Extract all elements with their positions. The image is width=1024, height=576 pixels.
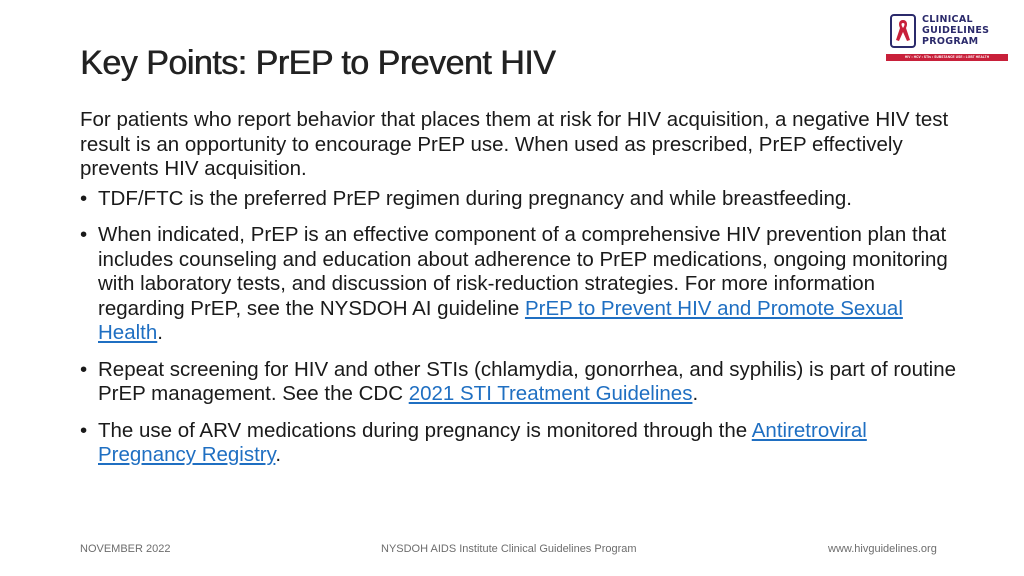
point-text: TDF/FTC is the preferred PrEP regimen during pregnancy and while breastfeeding. <box>98 186 852 210</box>
point-text-end: . <box>692 382 699 405</box>
bullet-icon: • <box>80 186 88 210</box>
logo-line-2: GUIDELINES <box>922 25 990 36</box>
logo-tagline-bar: HIV • HCV • STIs • SUBSTANCE USE • LGBT HEALTH <box>886 54 1008 61</box>
footer-program: NYSDOH AIDS Institute Clinical Guidelines Program <box>381 543 637 555</box>
awareness-ribbon-icon <box>890 14 916 48</box>
pregnancy-registry-link[interactable]: Antiretroviral Pregnancy Registry <box>98 418 867 466</box>
sti-treatment-guidelines-link[interactable]: 2021 STI Treatment Guidelines <box>408 382 693 405</box>
intro-paragraph: For patients who report behavior that places them at risk for HIV acquisition, a negative HIV test result is an opportunity to encourage PrEP use. When used as prescribed, PrEP effectively prevents HIV acquisition. <box>80 108 949 180</box>
point-text: When indicated, PrEP is an effective component of a comprehensive HIV prevention plan that includes counseling and education about adherence to PrEP medications, ongoing monitoring with laboratory tests, and discussion of risk-reduction strategies. For more information regarding PrEP, see the NYSDOH AI guideline <box>98 223 948 320</box>
slide-title: Key Points: PrEP to Prevent HIV <box>80 44 556 82</box>
point-text-end: . <box>275 443 282 466</box>
list-item <box>80 223 960 346</box>
list-item <box>80 419 960 468</box>
logo-line-1: CLINICAL <box>922 14 973 25</box>
slide-body <box>80 108 960 480</box>
footer-url[interactable]: www.hivguidelines.org <box>828 543 937 555</box>
prep-guideline-link[interactable]: PrEP to Prevent HIV and Promote Sexual Health <box>98 296 903 344</box>
clinical-guidelines-program-logo[interactable] <box>886 12 1010 66</box>
bullet-icon: • <box>80 418 88 442</box>
bullet-icon: • <box>80 357 88 381</box>
key-points-list <box>80 187 960 468</box>
footer-date: NOVEMBER 2022 <box>80 543 171 555</box>
list-item <box>80 187 960 212</box>
logo-wordmark <box>922 14 989 47</box>
point-text-end: . <box>157 321 163 344</box>
point-text: Repeat screening for HIV and other STIs (chlamydia, gonorrhea, and syphilis) is part of routine PrEP management. See the CDC <box>98 357 957 405</box>
point-text: The use of ARV medications during pregnancy is monitored through the <box>98 418 752 442</box>
bullet-icon: • <box>80 223 88 246</box>
list-item <box>80 358 960 407</box>
logo-line-3: PROGRAM <box>922 36 979 47</box>
